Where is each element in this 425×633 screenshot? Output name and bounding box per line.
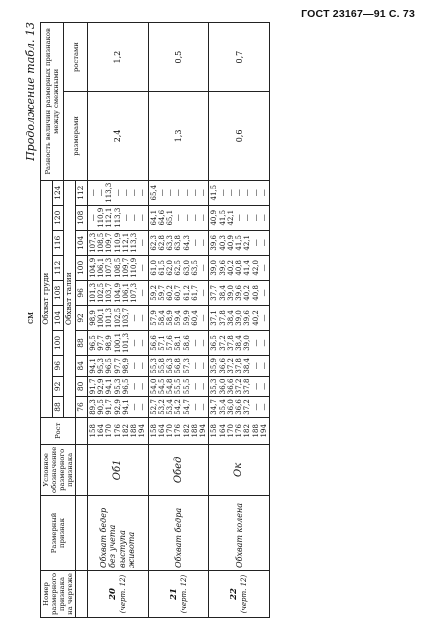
table-cell: 36,5 37,2 37,8 38,4 39,0 — — [209,330,270,355]
table-cell: — — 113,3 — — — — [87,180,148,205]
table-cell: 59,2 59,7 60,2 60,7 61,2 61,7 — [148,280,209,305]
diff-height-value: 0,5 [148,23,209,92]
chest-size: 116 [52,230,64,255]
row-number: 20 (черт. 12) [87,570,148,617]
chest-size: 92 [52,376,64,397]
table-cell: 98,9 100,1 101,3 102,5 103,7 — — [87,305,148,330]
table-cell: 96,5 97,7 98,9 100,1 101,3 — — [87,330,148,355]
table-cell: 54,0 54,5 54,8 55,5 55,5 — — [148,376,209,397]
row-heights: 158 164 170 176 182 188 194 [148,417,209,444]
table-cell: 56,6 57,1 57,6 58,1 58,6 — — [148,330,209,355]
col-symbol-header: Условное обозначение размерного признака [41,444,76,495]
table-cell: 39,6 40,3 40,9 41,5 42,1 — — [209,230,270,255]
table-cell: 52,7 53,2 53,4 54,2 54,7 — — [148,397,209,418]
table-cell: 65,4 — — — — — — [148,180,209,205]
col-height-header: Рост [41,417,76,444]
table-cell: 89,3 90,5 91,7 92,9 94,1 — — [87,397,148,418]
chest-size: 96 [52,356,64,377]
row-symbol: Об1 [87,444,148,495]
col-num-header: Номер размерного признака на чертеже [41,570,76,617]
row-symbol: Ок [209,444,270,495]
table-cell: 39,0 39,6 40,2 40,8 41,4 42,0 — [209,255,270,280]
waist-size: 108 [76,205,88,230]
chest-size: 88 [52,397,64,418]
row-heights: 158 164 170 176 182 188 194 [87,417,148,444]
chest-group-header: Обхват груди [41,180,53,417]
waist-group-header [64,180,76,417]
table-cell: 55,3 55,8 56,3 56,8 57,3 — — [148,356,209,377]
row-number: 21 (черт. 12) [148,570,209,617]
diff-size-value: 0,6 [209,92,270,180]
table-cell: 37,1 37,8 38,4 39,0 39,6 40,2 — [209,305,270,330]
waist-size: 84 [76,356,88,377]
table-cell: 34,7 35,4 36,0 36,6 37,2 — — [209,397,270,418]
table-cell: 62,3 62,8 63,3 63,8 64,3 — — [148,230,209,255]
row-name: Обхват бедра [148,495,209,570]
table-row [87,23,148,618]
table-cell: 91,7 92,9 94,1 95,3 96,5 — — [87,376,148,397]
diff-group-header: Разность величин размерных признаков между смежными [41,23,64,181]
continuation-label: Продолжение табл. 13 [24,22,37,161]
chest-size: 104 [52,305,64,330]
diff-height-header: ростами [64,23,87,92]
waist-size: 76 [76,397,88,418]
row-name: Обхват колена [209,495,270,570]
table-cell: 107,3 108,5 109,7 110,9 112,1 113,3 — [87,230,148,255]
table-cell: 101,3 102,5 103,7 104,9 106,1 107,3 — [87,280,148,305]
table-cell: 104,9 106,1 107,3 108,5 109,7 110,9 — [87,255,148,280]
waist-size: 92 [76,305,88,330]
row-heights: 158 164 170 176 182 188 194 [209,417,270,444]
chest-size: 120 [52,205,64,230]
measurement-table [40,22,270,618]
table-cell: — 110,9 112,1 113,3 — — — [87,205,148,230]
row-name: Обхват бедер без учета выступа живота [87,495,148,570]
table-cell: 57,9 58,4 58,9 59,4 59,9 60,4 — [148,305,209,330]
row-number: 22 (черт. 12) [209,570,270,617]
table-cell: 35,9 36,6 37,2 37,8 38,4 — — [209,356,270,377]
waist-size: 100 [76,255,88,280]
rotated-table-area [22,22,402,618]
chest-size: 100 [52,330,64,355]
unit-label: см [26,311,36,325]
table-cell: 94,1 95,3 96,5 97,7 98,9 — — [87,356,148,377]
table-cell: 40,9 41,5 42,1 — — — — [209,205,270,230]
waist-size: 104 [76,230,88,255]
waist-size: 112 [76,180,88,205]
chest-size: 124 [52,180,64,205]
waist-group-label: Обхват талии [64,272,74,326]
table-row [148,23,209,618]
table-row [209,23,270,618]
diff-size-value: 2,4 [87,92,148,180]
table-cell: 64,1 64,6 65,1 — — — — [148,205,209,230]
chest-size: 112 [52,255,64,280]
waist-size: 88 [76,330,88,355]
diff-height-value: 1,2 [87,23,148,92]
table-cell: 35,3 36,0 36,6 37,2 37,8 — — [209,376,270,397]
page-header: ГОСТ 23167—91 С. 73 [301,8,415,20]
col-name-header: Размерный признак [41,495,76,570]
table-cell: 41,5 — — — — — — [209,180,270,205]
table-cell: 61,0 61,5 62,0 62,5 63,0 63,5 — [148,255,209,280]
row-symbol: Обед [148,444,209,495]
diff-size-header: размерами [64,92,87,180]
table-cell: 37,7 38,4 39,0 39,6 40,2 40,8 — [209,280,270,305]
waist-size: 80 [76,376,88,397]
chest-size: 108 [52,280,64,305]
diff-size-value: 1,3 [148,92,209,180]
diff-height-value: 0,7 [209,23,270,92]
waist-size: 96 [76,280,88,305]
